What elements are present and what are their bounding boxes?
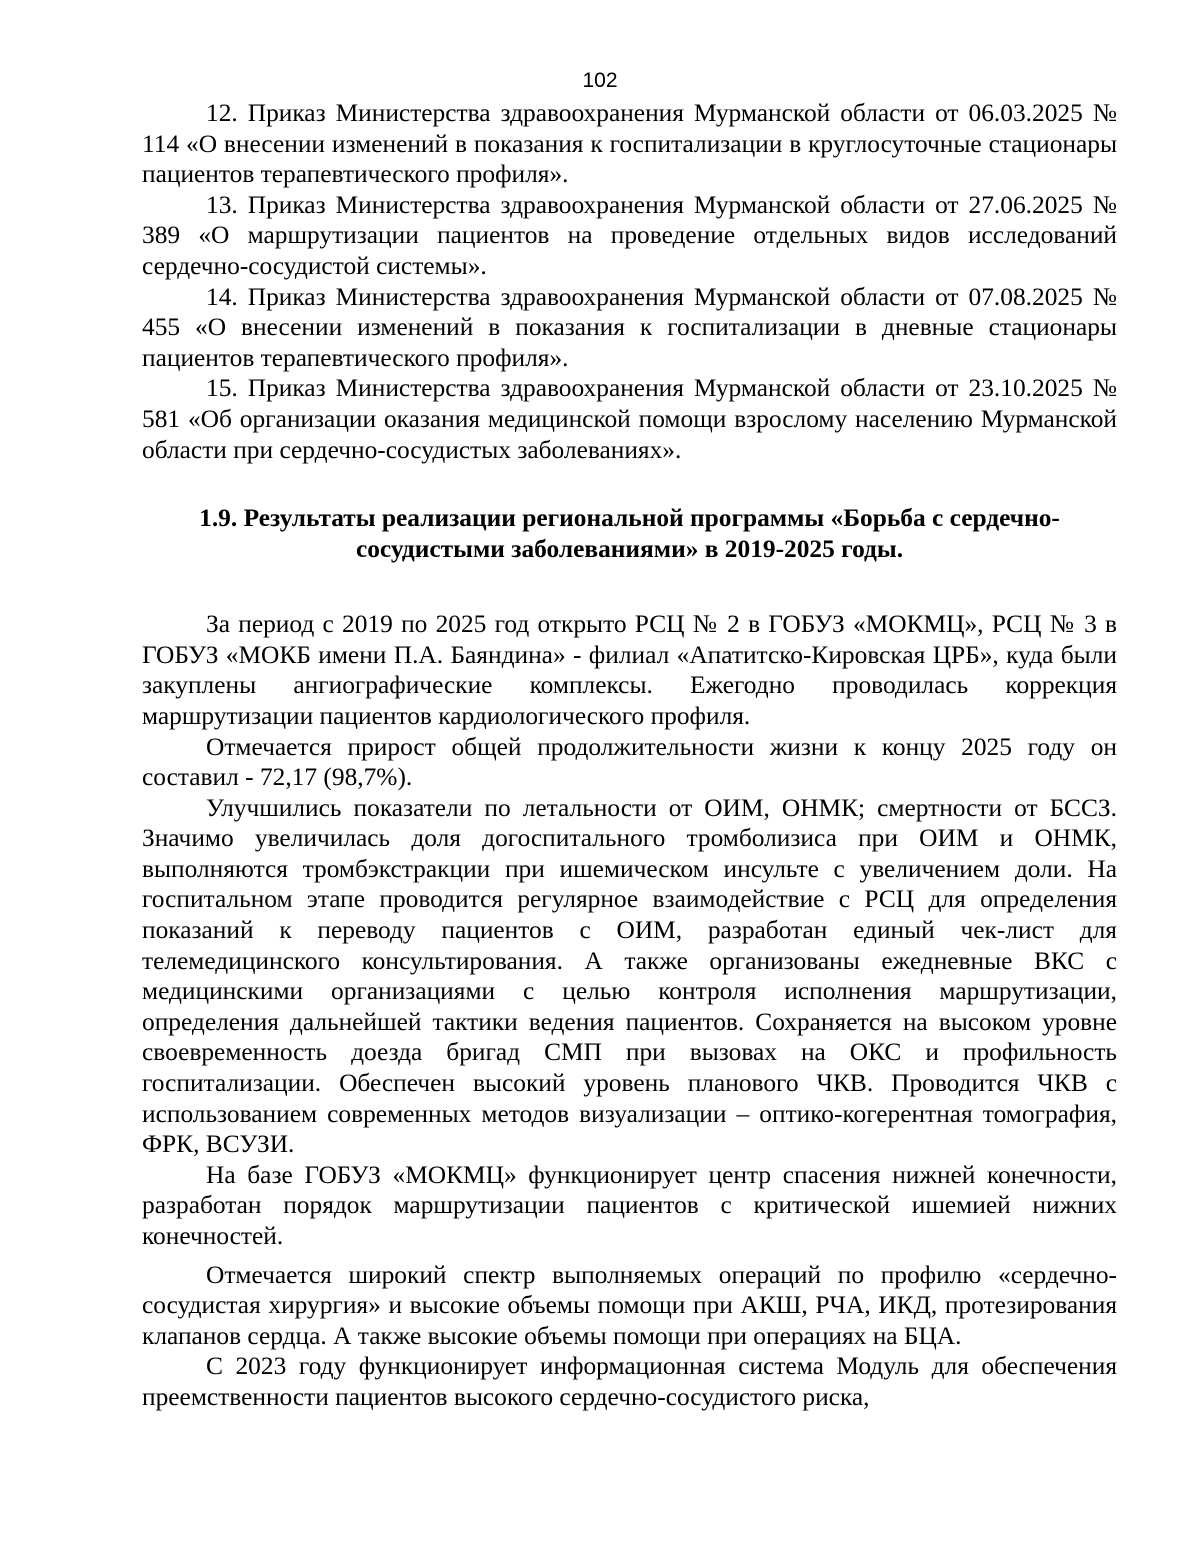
paragraph: С 2023 году функционирует информационная система Модуль для обеспечения преемственности пациентов высокого сердечно-сосудистого риска, [142, 1352, 1117, 1411]
order-list [142, 98, 1117, 465]
document-body [142, 98, 1117, 1413]
paragraph: Отмечается прирост общей продолжительности жизни к концу 2025 году он составил - 72,17 (98,7%). [142, 732, 1117, 792]
paragraph: На базе ГОБУЗ «МОКМЦ» функционирует центр спасения нижней конечности, разработан порядок маршрутизации пациентов с критической ишемией нижних конечностей. [142, 1160, 1117, 1250]
page-number: 102 [582, 69, 618, 92]
list-item: 15. Приказ Министерства здравоохранения Мурманской области от 23.10.2025 № 581 «Об организации оказания медицинской помощи взрослому населению Мурманской области при сердечно-сосудистых заболеваниях». [142, 374, 1117, 464]
section-heading: 1.9. Результаты реализации региональной программы «Борьба с сердечно-сосудистыми заболеваниями» в 2019-2025 годы. [199, 504, 1060, 564]
paragraph: Отмечается широкий спектр выполняемых операций по профилю «сердечно-сосудистая хирургия» и высокие объемы помощи при АКШ, РЧА, ИКД, протезирования клапанов сердца. А также высокие объемы помощи при операциях на БЦА. [142, 1260, 1117, 1350]
list-item: 14. Приказ Министерства здравоохранения Мурманской области от 07.08.2025 № 455 «О внесении изменений в показания к госпитализации в дневные стационары пациентов терапевтического профиля». [142, 282, 1117, 372]
paragraph: Улучшились показатели по летальности от ОИМ, ОНМК; смертности от БССЗ. Значимо увеличилась доля догоспитального тромболизиса при ОИМ и ОНМК, выполняются тромбэкстракции при ишемическом инсульте с увеличением доли. На госпитальном этапе проводится регулярное взаимодействие с РСЦ для определения показаний к переводу пациентов с ОИМ, разработан единый чек-лист для телемедицинского консультирования. А также организованы ежедневные ВКС с медицинскими организациями с целью контроля исполнения маршрутизации, определения дальнейшей тактики ведения пациентов. Сохраняется на высоком уровне своевременность доезда бригад СМП при вызовах на ОКС и профильность госпитализации. Обеспечен высокий уровень планового ЧКВ. Проводится ЧКВ с использованием современных методов визуализации – оптико-когерентная томография, ФРК, ВСУЗИ. [142, 793, 1117, 1159]
section-text [142, 609, 1117, 1412]
list-item: 13. Приказ Министерства здравоохранения Мурманской области от 27.06.2025 № 389 «О маршрутизации пациентов на проведение отдельных видов исследований сердечно-сосудистой системы». [142, 190, 1117, 280]
paragraph: За период с 2019 по 2025 год открыто РСЦ № 2 в ГОБУЗ «МОКМЦ», РСЦ № 3 в ГОБУЗ «МОКБ имени П.А. Баяндина» - филиал «Апатитско-Кировская ЦРБ», куда были закуплены ангиографические комплексы. Ежегодно проводилась коррекция маршрутизации пациентов кардиологического профиля. [142, 610, 1117, 730]
list-item: 12. Приказ Министерства здравоохранения Мурманской области от 06.03.2025 № 114 «О внесении изменений в показания к госпитализации в круглосуточные стационары пациентов терапевтического профиля». [142, 99, 1117, 189]
